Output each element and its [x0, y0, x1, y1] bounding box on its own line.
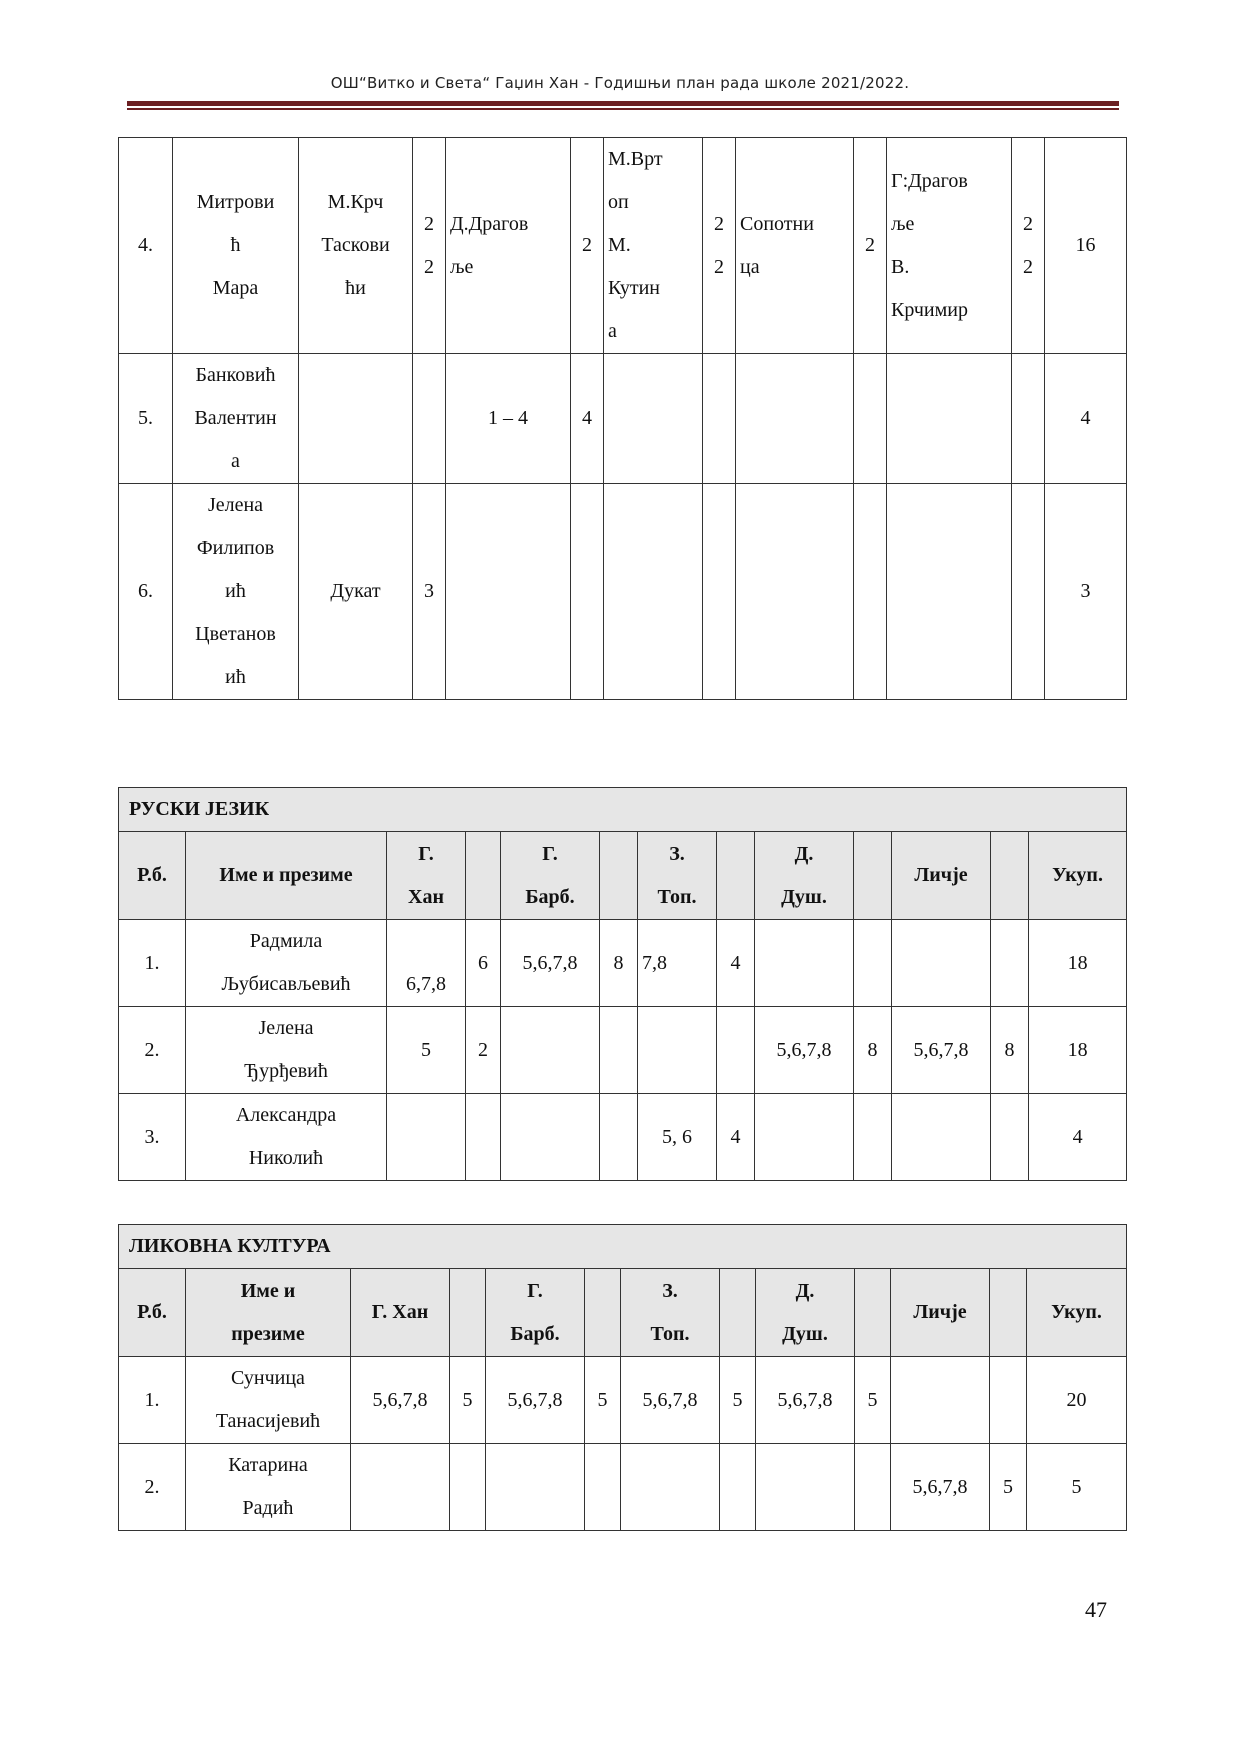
count-g-han	[450, 1444, 486, 1531]
col-header-count	[990, 1269, 1027, 1357]
table-title: ЛИКОВНА КУЛТУРА	[119, 1225, 1127, 1269]
count-5: 2 2	[1012, 138, 1045, 354]
row-number: 6.	[119, 484, 173, 700]
count-4: 2	[854, 138, 887, 354]
school-5: Г:Драгов ље В. Крчимир	[887, 138, 1012, 354]
school-2	[446, 484, 571, 700]
row-number: 1.	[119, 1357, 186, 1444]
table-title-row	[119, 1225, 1127, 1269]
teacher-schedule-continuation-table	[118, 137, 1127, 700]
table-title: РУСКИ ЈЕЗИК	[119, 788, 1127, 832]
grades-d-dush: 5,6,7,8	[755, 1007, 854, 1094]
col-header-z-top: З. Топ.	[621, 1269, 720, 1357]
teacher-name: Катарина Радић	[186, 1444, 351, 1531]
col-header-lichje: Личје	[891, 1269, 990, 1357]
russian-language-table	[118, 787, 1127, 1181]
grades-g-han: 6,7,8	[387, 920, 466, 1007]
header-rule-thick	[127, 101, 1119, 106]
count-4	[854, 484, 887, 700]
col-header-name: Име и презиме	[186, 1269, 351, 1357]
count-g-barb	[600, 1007, 638, 1094]
grades-z-top	[621, 1444, 720, 1531]
header-rule-thin	[127, 108, 1119, 110]
count-4	[854, 354, 887, 484]
col-header-g-han: Г. Хан	[351, 1269, 450, 1357]
school-2: 1 – 4	[446, 354, 571, 484]
total: 4	[1029, 1094, 1127, 1181]
col-header-total: Укуп.	[1029, 832, 1127, 920]
row-number: 1.	[119, 920, 186, 1007]
col-header-count	[854, 832, 892, 920]
grades-lichje	[892, 920, 991, 1007]
row-number: 2.	[119, 1444, 186, 1531]
teacher-name: Јелена Филипов ић Цветанов ић	[173, 484, 299, 700]
grades-d-dush	[755, 1094, 854, 1181]
row-number: 4.	[119, 138, 173, 354]
count-d-dush: 5	[855, 1357, 891, 1444]
count-3	[703, 354, 736, 484]
col-header-total: Укуп.	[1027, 1269, 1127, 1357]
school-4	[736, 484, 854, 700]
count-2: 2	[571, 138, 604, 354]
col-header-count	[585, 1269, 621, 1357]
table-title-row	[119, 788, 1127, 832]
col-header-count	[466, 832, 501, 920]
count-lichje: 5	[990, 1444, 1027, 1531]
table-row	[119, 354, 1127, 484]
teacher-name: Александра Николић	[186, 1094, 387, 1181]
teacher-name: Митрови ћ Мара	[173, 138, 299, 354]
count-z-top	[717, 1007, 755, 1094]
school-4: Сопотни ца	[736, 138, 854, 354]
table-row	[119, 920, 1127, 1007]
col-header-z-top: З. Топ.	[638, 832, 717, 920]
row-number: 2.	[119, 1007, 186, 1094]
grades-g-han: 5,6,7,8	[351, 1357, 450, 1444]
table-row	[119, 138, 1127, 354]
teacher-name: Банковић Валентин а	[173, 354, 299, 484]
count-1	[413, 354, 446, 484]
col-header-lichje: Личје	[892, 832, 991, 920]
count-g-barb	[600, 1094, 638, 1181]
count-z-top	[720, 1444, 756, 1531]
count-5	[1012, 354, 1045, 484]
count-g-barb: 8	[600, 920, 638, 1007]
school-1: Дукат	[299, 484, 413, 700]
grades-z-top: 7,8	[638, 920, 717, 1007]
col-header-d-dush: Д. Душ.	[755, 832, 854, 920]
grades-d-dush	[755, 920, 854, 1007]
col-header-count	[720, 1269, 756, 1357]
count-z-top: 5	[720, 1357, 756, 1444]
school-3: М.Врт оп М. Кутин а	[604, 138, 703, 354]
count-z-top: 4	[717, 1094, 755, 1181]
col-header-count	[600, 832, 638, 920]
count-3	[703, 484, 736, 700]
count-lichje: 8	[991, 1007, 1029, 1094]
grades-g-barb: 5,6,7,8	[501, 920, 600, 1007]
col-header-name: Име и презиме	[186, 832, 387, 920]
page-number: 47	[1085, 1597, 1107, 1622]
grades-g-barb	[501, 1094, 600, 1181]
grades-g-barb	[501, 1007, 600, 1094]
total: 20	[1027, 1357, 1127, 1444]
art-culture-table	[118, 1224, 1127, 1531]
count-5	[1012, 484, 1045, 700]
col-header-g-barb: Г. Барб.	[486, 1269, 585, 1357]
count-g-han: 5	[450, 1357, 486, 1444]
grades-g-han	[351, 1444, 450, 1531]
table-row	[119, 484, 1127, 700]
school-1: М.Крч Таскови ћи	[299, 138, 413, 354]
page-header-title: ОШ“Витко и Света“ Гаџин Хан - Годишњи план рада школе 2021/2022.	[330, 74, 910, 92]
total: 18	[1029, 920, 1127, 1007]
school-2: Д.Драгов ље	[446, 138, 571, 354]
col-header-g-han: Г. Хан	[387, 832, 466, 920]
grades-z-top	[638, 1007, 717, 1094]
grades-g-barb: 5,6,7,8	[486, 1357, 585, 1444]
count-1: 3	[413, 484, 446, 700]
grades-d-dush: 5,6,7,8	[756, 1357, 855, 1444]
count-g-han	[466, 1094, 501, 1181]
table-header-row	[119, 1269, 1127, 1357]
count-3: 2 2	[703, 138, 736, 354]
row-number: 5.	[119, 354, 173, 484]
grades-g-han: 5	[387, 1007, 466, 1094]
school-5	[887, 354, 1012, 484]
count-g-barb: 5	[585, 1357, 621, 1444]
count-1: 2 2	[413, 138, 446, 354]
total: 4	[1045, 354, 1127, 484]
col-header-count	[450, 1269, 486, 1357]
grades-z-top: 5,6,7,8	[621, 1357, 720, 1444]
total: 16	[1045, 138, 1127, 354]
col-header-count	[855, 1269, 891, 1357]
col-header-count	[991, 832, 1029, 920]
teacher-name: Радмила Љубисављевић	[186, 920, 387, 1007]
grades-z-top: 5, 6	[638, 1094, 717, 1181]
grades-g-han	[387, 1094, 466, 1181]
school-1	[299, 354, 413, 484]
col-header-rb: Р.б.	[119, 832, 186, 920]
grades-lichje	[891, 1357, 990, 1444]
col-header-g-barb: Г. Барб.	[501, 832, 600, 920]
count-lichje	[991, 1094, 1029, 1181]
col-header-count	[717, 832, 755, 920]
table-row	[119, 1357, 1127, 1444]
grades-lichje	[892, 1094, 991, 1181]
grades-g-barb	[486, 1444, 585, 1531]
grades-lichje: 5,6,7,8	[891, 1444, 990, 1531]
row-number: 3.	[119, 1094, 186, 1181]
total: 5	[1027, 1444, 1127, 1531]
school-3	[604, 354, 703, 484]
total: 18	[1029, 1007, 1127, 1094]
count-lichje	[991, 920, 1029, 1007]
school-3	[604, 484, 703, 700]
count-2	[571, 484, 604, 700]
count-z-top: 4	[717, 920, 755, 1007]
count-d-dush	[854, 920, 892, 1007]
grades-d-dush	[756, 1444, 855, 1531]
count-2: 4	[571, 354, 604, 484]
table-header-row	[119, 832, 1127, 920]
school-4	[736, 354, 854, 484]
count-g-han: 6	[466, 920, 501, 1007]
count-d-dush	[854, 1094, 892, 1181]
count-g-barb	[585, 1444, 621, 1531]
table-row	[119, 1007, 1127, 1094]
count-lichje	[990, 1357, 1027, 1444]
teacher-name: Јелена Ђурђевић	[186, 1007, 387, 1094]
col-header-rb: Р.б.	[119, 1269, 186, 1357]
total: 3	[1045, 484, 1127, 700]
table-row	[119, 1094, 1127, 1181]
table-row	[119, 1444, 1127, 1531]
count-g-han: 2	[466, 1007, 501, 1094]
teacher-name: Сунчица Танасијевић	[186, 1357, 351, 1444]
count-d-dush: 8	[854, 1007, 892, 1094]
count-d-dush	[855, 1444, 891, 1531]
school-5	[887, 484, 1012, 700]
col-header-d-dush: Д. Душ.	[756, 1269, 855, 1357]
grades-lichje: 5,6,7,8	[892, 1007, 991, 1094]
